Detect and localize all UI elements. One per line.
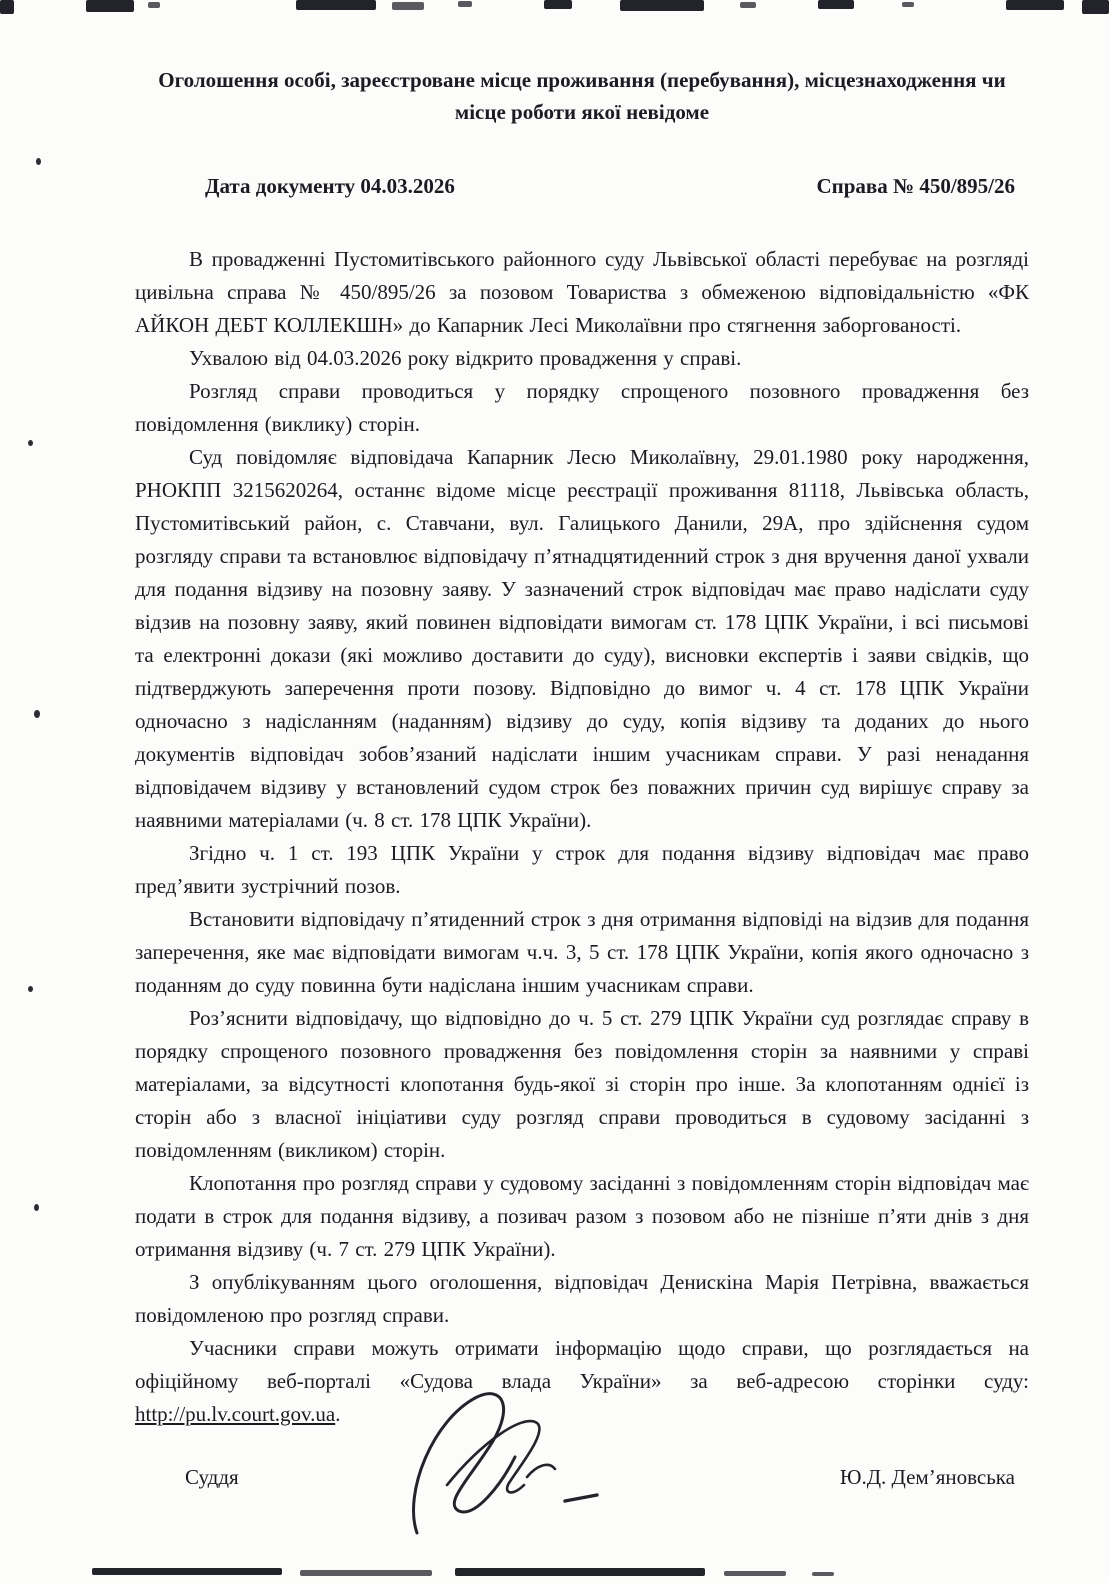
scan-artifact-mark <box>455 1568 705 1576</box>
document-title: Оголошення особі, зареєстроване місце проживання (перебування), місцезнаходження чи місце роботи якої невідоме <box>158 68 1006 124</box>
scan-artifact-mark <box>812 1572 834 1576</box>
case-number: Справа № 450/895/26 <box>816 174 1015 198</box>
paragraph: Ухвалою від 04.03.2026 року відкрито провадження у справі. <box>189 346 742 370</box>
document-body <box>135 243 1029 1431</box>
paragraphs-container <box>135 243 1029 1332</box>
document-date: Дата документу 04.03.2026 <box>205 174 455 198</box>
paragraph: Згідно ч. 1 ст. 193 ЦПК України у строк для подання відзиву відповідач має право пред’явити зустрічний позов. <box>135 841 1029 898</box>
judge-name: Ю.Д. Дем’яновська <box>839 1465 1015 1489</box>
scan-artifact-mark <box>300 1570 432 1576</box>
judge-role-label: Суддя <box>185 1465 239 1489</box>
signature-block <box>135 1465 1029 1565</box>
final-paragraph-text: Учасники справи можуть отримати інформацію щодо справи, що розглядається на офіційному веб-порталі «Судова влада України» за веб-адресою сторінки суду: <box>135 1336 1029 1393</box>
paragraph: Клопотання про розгляд справи у судовому засіданні з повідомленням сторін відповідач має подати в строк для подання відзиву, а позивач разом з позовом або не пізніше п’яти днів з дня отримання відзиву (ч. 7 ст. 279 ЦПК України). <box>135 1171 1029 1261</box>
paragraph: Встановити відповідачу п’ятиденний строк з дня отримання відповіді на відзив для подання заперечення, яке має відповідати вимогам ч.ч. 3, 5 ст. 178 ЦПК України, копія якого одночасно з поданням до суду повинна бути надіслана іншим учасникам справи. <box>135 907 1029 997</box>
final-paragraph <box>135 1332 1029 1431</box>
court-website-link[interactable]: http://pu.lv.court.gov.ua <box>135 1402 336 1426</box>
paragraph: З опублікуванням цього оголошення, відповідач Денискіна Марія Петрівна, вважається повідомленою про розгляд справи. <box>135 1270 1029 1327</box>
paragraph: В провадженні Пустомитівського районного суду Львівської області перебуває на розгляді цивільна справа № 450/895/26 за позовом Товариства з обмеженою відповідальністю «ФК АЙКОН ДЕБТ КОЛЛЕКШН» до Капарник Лесі Миколаївни про стягнення заборгованості. <box>135 247 1029 337</box>
document-meta <box>135 174 1029 199</box>
scan-artifact-mark <box>92 1568 282 1575</box>
paragraph: Розгляд справи проводиться у порядку спрощеного позовного провадження без повідомлення (виклику) сторін. <box>135 379 1029 436</box>
scan-artifact-mark <box>724 1571 786 1576</box>
final-paragraph-period: . <box>335 1402 341 1426</box>
paragraph: Суд повідомляє відповідача Капарник Лесю Миколаївну, 29.01.1980 року народження, РНОКПП 3215620264, останнє відоме місце реєстрації проживання 81118, Львівська область, Пустомитівський район, с. Ставчани, вул. Галицького Данили, 29А, про здійснення судом розгляду справи та встановлює відповідачу п’ятнадцятиденний строк з дня вручення даної ухвали для подання відзиву на позовну заяву. У зазначений строк відповідач має право надіслати суду відзив на позовну заяву, який повинен відповідати вимогам ст. 178 ЦПК України, і всі письмові та електронні докази (які можливо доставити до суду), висновки експертів і заяви свідків, що підтверджують заперечення проти позову. Відповідно до вимог ч. 4 ст. 178 ЦПК України одночасно з надісланням (наданням) відзиву до суду, копія відзиву та доданих до нього документів відповідач зобов’язаний надіслати іншим учасникам справи. У разі ненадання відповідачем відзиву у встановлений судом строк без поважних причин суд вирішує справу за наявними матеріалами (ч. 8 ст. 178 ЦПК України). <box>135 445 1029 832</box>
paragraph: Роз’яснити відповідачу, що відповідно до ч. 5 ст. 279 ЦПК України суд розглядає справу в порядку спрощеного позовного провадження без повідомлення сторін за наявними у справі матеріалами, за відсутності клопотання будь-якої зі сторін про інше. За клопотанням однієї із сторін або з власної ініціативи суду розгляд справи проводиться в судовому засіданні з повідомленням (викликом) сторін. <box>135 1006 1029 1162</box>
